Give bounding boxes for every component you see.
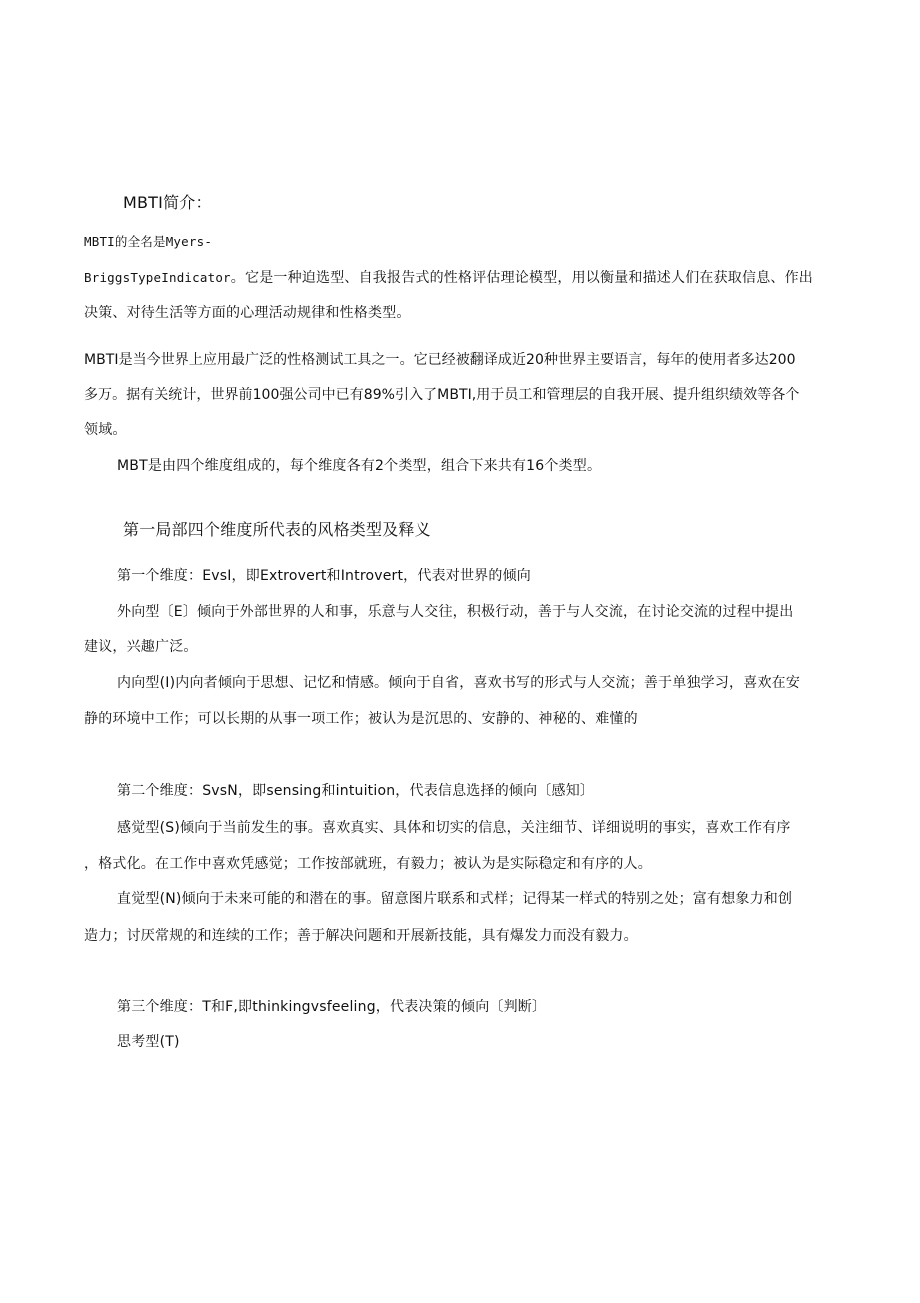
section-1-heading: 第一局部四个维度所代表的风格类型及释义 — [123, 520, 431, 539]
dimension-2-heading: 第二个维度：SvsN，即sensing和intuition，代表信息选择的倾向〔感知〕 — [117, 783, 595, 799]
intro-paragraph-3: MBT是由四个维度组成的，每个维度各有2个类型，组合下来共有16个类型。 — [117, 458, 602, 474]
dimension-1-heading: 第一个维度：EvsI，即Extrovert和Introvert，代表对世界的倾向 — [117, 568, 531, 584]
intro-paragraph-1-line-2-rest: 。它是一种迫选型、自我报告式的性格评估理论模型，用以衡量和描述人们在获取信息、作出 — [230, 270, 813, 286]
extrovert-description-line-2: 建议，兴趣广泛。 — [84, 639, 198, 655]
sensing-description-line-2: ，格式化。在工作中喜欢凭感觉；工作按部就班，有毅力；被认为是实际稳定和有序的人。 — [84, 856, 652, 872]
intro-paragraph-2-line-3: 领域。 — [84, 422, 127, 438]
sensing-description-line-1: 感觉型(S)倾向于当前发生的事。喜欢真实、具体和切实的信息，关注细节、详细说明的事实，喜欢工作有序 — [117, 820, 791, 836]
dimension-3-heading: 第三个维度：T和F,即thinkingvsfeeling，代表决策的倾向〔判断〕 — [117, 999, 547, 1015]
type-indicator-name: BriggsTypeIndicator — [84, 270, 231, 285]
intro-paragraph-1-line-3: 决策、对待生活等方面的心理活动规律和性格类型。 — [84, 305, 411, 321]
extrovert-description-line-1: 外向型〔E〕倾向于外部世界的人和事，乐意与人交往，积极行动，善于与人交流，在讨论交流的过程中提出 — [117, 604, 794, 620]
introvert-description-line-2: 静的环境中工作；可以长期的从事一项工作；被认为是沉思的、安静的、神秘的、难懂的 — [84, 711, 638, 727]
intro-paragraph-2-line-1: MBTI是当今世界上应用最广泛的性格测试工具之一。它已经被翻译成近20种世界主要语言，每年的使用者多达200 — [84, 352, 796, 368]
intuition-description-line-1: 直觉型(N)倾向于未来可能的和潜在的事。留意图片联系和式样；记得某一样式的特别之处；富有想象力和创 — [117, 891, 793, 907]
intuition-description-line-2: 造力；讨厌常规的和连续的工作；善于解决问题和开展新技能，具有爆发力而没有毅力。 — [84, 928, 638, 944]
intro-title: MBTI简介： — [123, 193, 212, 212]
thinking-type-label: 思考型(T) — [117, 1034, 180, 1050]
intro-paragraph-1-line-1: MBTI的全名是Myers- — [84, 234, 213, 249]
intro-paragraph-2-line-2: 多万。据有关统计，世界前100强公司中已有89%引入了MBTI,用于员工和管理层的自我开展、提升组织绩效等各个 — [84, 387, 800, 403]
introvert-description-line-1: 内向型(I)内向者倾向于思想、记忆和情感。倾向于自省，喜欢书写的形式与人交流；善于单独学习，喜欢在安 — [117, 675, 801, 691]
intro-paragraph-1-line-2 — [84, 268, 813, 288]
